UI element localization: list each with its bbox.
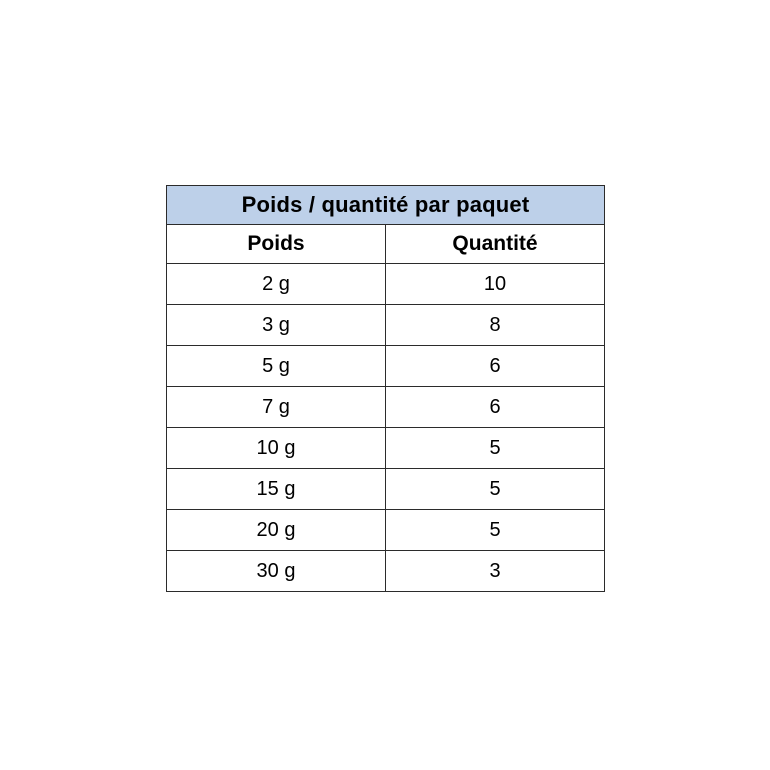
cell-quantity: 5	[386, 428, 605, 469]
cell-quantity: 6	[386, 346, 605, 387]
cell-weight: 30 g	[167, 551, 386, 592]
cell-quantity: 5	[386, 510, 605, 551]
weight-quantity-table	[166, 185, 605, 592]
cell-weight: 15 g	[167, 469, 386, 510]
table-title-row	[167, 186, 605, 225]
table-row	[167, 346, 605, 387]
cell-weight: 2 g	[167, 264, 386, 305]
cell-weight: 20 g	[167, 510, 386, 551]
cell-weight: 3 g	[167, 305, 386, 346]
cell-weight: 10 g	[167, 428, 386, 469]
table-title: Poids / quantité par paquet	[167, 186, 605, 225]
table-row	[167, 387, 605, 428]
table-row	[167, 264, 605, 305]
cell-quantity: 10	[386, 264, 605, 305]
cell-weight: 5 g	[167, 346, 386, 387]
cell-weight: 7 g	[167, 387, 386, 428]
weight-quantity-table-container	[166, 185, 604, 592]
table-row	[167, 510, 605, 551]
cell-quantity: 6	[386, 387, 605, 428]
table-row	[167, 469, 605, 510]
cell-quantity: 8	[386, 305, 605, 346]
column-header-quantite: Quantité	[386, 225, 605, 264]
table-row	[167, 305, 605, 346]
cell-quantity: 3	[386, 551, 605, 592]
table-row	[167, 428, 605, 469]
table-header-row	[167, 225, 605, 264]
column-header-poids: Poids	[167, 225, 386, 264]
cell-quantity: 5	[386, 469, 605, 510]
table-row	[167, 551, 605, 592]
